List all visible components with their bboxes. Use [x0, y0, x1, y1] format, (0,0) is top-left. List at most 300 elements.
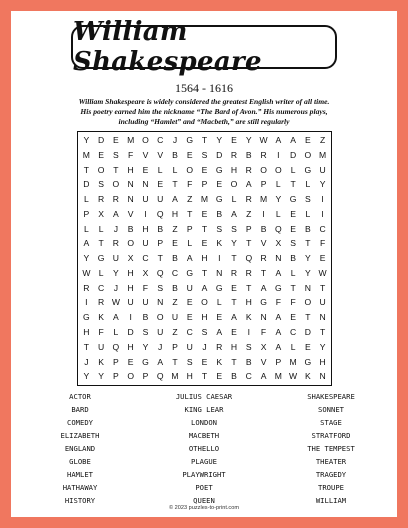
grid-letter[interactable]: N [260, 312, 267, 323]
grid-letter[interactable]: L [83, 223, 89, 234]
grid-letter[interactable]: G [83, 312, 90, 323]
grid-letter[interactable]: A [113, 208, 119, 219]
grid-letter[interactable]: T [290, 179, 296, 190]
grid-letter[interactable]: G [186, 135, 194, 146]
grid-letter[interactable]: H [171, 208, 179, 219]
grid-letter[interactable]: M [274, 371, 282, 382]
grid-letter[interactable]: N [127, 194, 134, 205]
grid-letter[interactable]: U [171, 312, 179, 323]
grid-letter[interactable]: C [157, 135, 164, 146]
grid-letter[interactable]: U [319, 297, 326, 308]
grid-letter[interactable]: E [290, 208, 296, 219]
grid-letter[interactable]: P [275, 356, 282, 367]
grid-letter[interactable]: K [216, 238, 223, 249]
grid-letter[interactable]: P [201, 179, 208, 190]
grid-letter[interactable]: V [142, 149, 149, 160]
grid-letter[interactable]: A [231, 312, 237, 323]
grid-letter[interactable]: D [83, 179, 90, 190]
grid-letter[interactable]: W [111, 297, 120, 308]
grid-letter[interactable]: T [201, 267, 208, 278]
grid-letter[interactable]: N [304, 282, 311, 293]
grid-letter[interactable]: R [245, 164, 252, 175]
grid-letter[interactable]: S [304, 194, 311, 205]
grid-letter[interactable]: K [245, 312, 252, 323]
grid-letter[interactable]: T [157, 253, 163, 264]
grid-letter[interactable]: M [200, 194, 209, 205]
grid-letter[interactable]: L [113, 327, 119, 338]
grid-letter[interactable]: R [245, 194, 252, 205]
grid-letter[interactable]: E [304, 135, 311, 146]
grid-letter[interactable]: U [142, 238, 149, 249]
grid-letter[interactable]: O [127, 238, 134, 249]
grid-letter[interactable]: J [158, 341, 163, 352]
grid-letter[interactable]: O [186, 164, 194, 175]
grid-letter[interactable]: E [127, 356, 134, 367]
grid-letter[interactable]: X [127, 253, 134, 264]
grid-letter[interactable]: C [289, 327, 297, 338]
grid-letter[interactable]: Y [216, 135, 223, 146]
grid-letter[interactable]: J [113, 282, 119, 293]
grid-letter[interactable]: F [275, 297, 281, 308]
grid-letter[interactable]: R [112, 194, 119, 205]
grid-letter[interactable]: H [201, 312, 208, 323]
grid-letter[interactable]: W [82, 267, 91, 278]
word-list-item: HAMLET [67, 470, 93, 479]
grid-letter[interactable]: J [113, 223, 119, 234]
grid-letter[interactable]: E [216, 179, 223, 190]
grid-letter[interactable]: T [290, 282, 296, 293]
grid-letter[interactable]: A [157, 356, 164, 367]
grid-letter[interactable]: S [201, 149, 208, 160]
grid-letter[interactable]: Q [156, 208, 164, 219]
grid-letter[interactable]: U [157, 327, 164, 338]
grid-letter[interactable]: E [201, 238, 208, 249]
grid-letter[interactable]: F [319, 238, 326, 249]
grid-letter[interactable]: T [83, 164, 89, 175]
grid-letter[interactable]: E [290, 223, 296, 234]
word-list-item: ACTOR [69, 392, 91, 401]
grid-letter[interactable]: U [98, 341, 105, 352]
grid-letter[interactable]: E [142, 164, 149, 175]
grid-letter[interactable]: X [275, 238, 282, 249]
grid-letter[interactable]: R [230, 149, 238, 160]
word-list-column-3 [283, 390, 379, 507]
grid-letter[interactable]: H [127, 267, 134, 278]
grid-letter[interactable]: A [245, 179, 252, 190]
grid-letter[interactable]: N [157, 297, 164, 308]
grid-letter[interactable]: I [144, 208, 147, 219]
grid-letter[interactable]: G [215, 282, 223, 293]
grid-letter[interactable]: G [215, 194, 223, 205]
grid-letter[interactable]: U [186, 282, 193, 293]
grid-letter[interactable]: O [142, 135, 149, 146]
grid-letter[interactable]: R [230, 267, 238, 278]
grid-letter[interactable]: B [290, 253, 296, 264]
grid-letter[interactable]: W [318, 267, 327, 278]
grid-letter[interactable]: S [186, 356, 193, 367]
grid-letter[interactable]: A [290, 135, 296, 146]
grid-letter[interactable]: T [305, 238, 311, 249]
grid-letter[interactable]: H [186, 371, 193, 382]
grid-letter[interactable]: R [98, 194, 105, 205]
grid-letter[interactable]: D [216, 149, 223, 160]
word-list-item: POET [195, 483, 213, 492]
grid-letter[interactable]: V [260, 356, 267, 367]
grid-letter[interactable]: G [304, 164, 312, 175]
grid-letter[interactable]: Z [172, 223, 178, 234]
grid-letter[interactable]: I [247, 327, 250, 338]
grid-letter[interactable]: F [290, 297, 296, 308]
grid-letter[interactable]: I [85, 297, 88, 308]
grid-letter[interactable]: O [230, 179, 238, 190]
grid-letter[interactable]: H [127, 164, 134, 175]
grid-letter[interactable]: E [186, 312, 193, 323]
grid-letter[interactable]: T [113, 164, 119, 175]
grid-letter[interactable]: U [142, 194, 149, 205]
grid-letter[interactable]: P [186, 223, 193, 234]
grid-letter[interactable]: O [304, 149, 312, 160]
grid-letter[interactable]: C [245, 371, 252, 382]
grid-letter[interactable]: B [260, 223, 267, 234]
grid-letter[interactable]: M [171, 371, 179, 382]
grid-letter[interactable]: V [260, 238, 267, 249]
grid-letter[interactable]: Q [156, 267, 164, 278]
grid-letter[interactable]: L [275, 208, 281, 219]
grid-letter[interactable]: D [127, 327, 134, 338]
grid-letter[interactable]: T [231, 253, 237, 264]
grid-letter[interactable]: E [186, 297, 193, 308]
grid-letter[interactable]: A [260, 371, 267, 382]
grid-letter[interactable]: J [202, 341, 207, 352]
grid-letter[interactable]: Q [156, 371, 164, 382]
grid-letter[interactable]: Q [112, 341, 120, 352]
grid-letter[interactable]: Q [245, 253, 253, 264]
grid-letter[interactable]: R [260, 149, 267, 160]
grid-letter[interactable]: R [260, 253, 267, 264]
grid-letter[interactable]: O [156, 312, 164, 323]
grid-letter[interactable]: H [319, 356, 326, 367]
grid-letter[interactable]: N [216, 267, 223, 278]
grid-letter[interactable]: E [319, 253, 326, 264]
grid-letter[interactable]: A [83, 238, 90, 249]
grid-letter[interactable]: G [260, 297, 267, 308]
grid-letter[interactable]: K [98, 356, 104, 367]
grid-letter[interactable]: L [187, 238, 193, 249]
grid-letter[interactable]: L [83, 194, 89, 205]
grid-letter[interactable]: S [113, 149, 119, 160]
grid-letter[interactable]: Y [304, 267, 311, 278]
grid-letter[interactable]: P [260, 179, 267, 190]
grid-letter[interactable]: E [201, 164, 208, 175]
grid-letter[interactable]: F [142, 282, 149, 293]
grid-letter[interactable]: O [97, 164, 105, 175]
grid-letter[interactable]: T [187, 208, 193, 219]
grid-letter[interactable]: A [275, 341, 282, 352]
grid-letter[interactable]: T [246, 238, 252, 249]
grid-letter[interactable]: S [231, 223, 237, 234]
grid-letter[interactable]: L [305, 208, 311, 219]
grid-letter[interactable]: E [98, 149, 104, 160]
grid-letter[interactable]: P [113, 356, 119, 367]
grid-letter[interactable]: S [98, 179, 104, 190]
grid-letter[interactable]: A [275, 267, 282, 278]
grid-letter[interactable]: G [97, 253, 105, 264]
grid-letter[interactable]: P [83, 208, 90, 219]
grid-letter[interactable]: E [231, 135, 237, 146]
grid-letter[interactable]: T [319, 327, 326, 338]
grid-letter[interactable]: S [290, 238, 296, 249]
word-list-item: STAGE [320, 418, 342, 427]
grid-letter[interactable]: W [259, 135, 268, 146]
grid-letter[interactable]: U [186, 341, 193, 352]
grid-letter[interactable]: V [157, 149, 164, 160]
grid-letter[interactable]: M [319, 149, 327, 160]
grid-letter[interactable]: L [98, 223, 104, 234]
grid-letter[interactable]: A [275, 312, 282, 323]
grid-letter[interactable]: L [305, 179, 311, 190]
grid-letter[interactable]: H [201, 253, 208, 264]
grid-letter[interactable]: O [304, 297, 312, 308]
grid-letter[interactable]: A [172, 194, 178, 205]
grid-letter[interactable]: N [142, 179, 149, 190]
grid-letter[interactable]: T [172, 179, 178, 190]
grid-letter[interactable]: B [172, 149, 178, 160]
grid-letter[interactable]: G [289, 194, 297, 205]
grid-letter[interactable]: I [321, 194, 324, 205]
grid-letter[interactable]: Y [319, 179, 326, 190]
grid-letter[interactable]: I [262, 208, 265, 219]
grid-letter[interactable]: F [98, 327, 104, 338]
grid-letter[interactable]: T [305, 312, 311, 323]
grid-letter[interactable]: R [98, 297, 105, 308]
grid-letter[interactable]: I [129, 312, 132, 323]
grid-letter[interactable]: B [157, 223, 164, 234]
grid-letter[interactable]: O [260, 164, 267, 175]
grid-letter[interactable]: T [98, 238, 104, 249]
grid-letter[interactable]: W [289, 371, 298, 382]
grid-letter[interactable]: Z [319, 135, 326, 146]
word-list-item: THEATER [315, 457, 347, 466]
grid-letter[interactable]: E [157, 179, 164, 190]
grid-letter[interactable]: T [246, 282, 252, 293]
grid-letter[interactable]: P [113, 371, 119, 382]
grid-letter[interactable]: X [260, 341, 267, 352]
grid-letter[interactable]: C [186, 327, 193, 338]
grid-letter[interactable]: E [231, 327, 237, 338]
grid-letter[interactable]: A [201, 282, 208, 293]
grid-letter[interactable]: S [201, 327, 208, 338]
grid-letter[interactable]: Y [304, 253, 311, 264]
grid-letter[interactable]: N [319, 312, 326, 323]
grid-letter[interactable]: S [216, 223, 223, 234]
grid-letter[interactable]: N [127, 179, 134, 190]
grid-letter[interactable]: X [142, 267, 149, 278]
grid-letter[interactable]: Y [142, 341, 149, 352]
grid-letter[interactable]: D [98, 135, 105, 146]
grid-letter[interactable]: T [319, 282, 326, 293]
grid-letter[interactable]: R [112, 238, 119, 249]
grid-letter[interactable]: L [172, 164, 178, 175]
grid-letter[interactable]: U [112, 253, 119, 264]
grid-letter[interactable]: Y [83, 371, 90, 382]
grid-letter[interactable]: T [201, 371, 208, 382]
grid-letter[interactable]: Z [187, 194, 193, 205]
grid-letter[interactable]: L [98, 267, 104, 278]
grid-letter[interactable]: M [259, 194, 268, 205]
grid-letter[interactable]: X [98, 208, 104, 219]
grid-letter[interactable]: V [127, 208, 134, 219]
word-list-item: TROUPE [318, 483, 344, 492]
grid-letter[interactable]: T [172, 356, 178, 367]
grid-letter[interactable]: Y [83, 253, 90, 264]
grid-letter[interactable]: A [113, 312, 119, 323]
grid-letter[interactable]: E [216, 371, 223, 382]
grid-letter[interactable]: P [142, 371, 149, 382]
grid-letter[interactable]: G [274, 282, 282, 293]
grid-letter[interactable]: A [231, 208, 237, 219]
grid-letter[interactable]: H [127, 282, 134, 293]
grid-letter[interactable]: E [216, 312, 223, 323]
grid-letter[interactable]: Y [98, 371, 104, 382]
grid-letter[interactable]: B [172, 253, 178, 264]
grid-letter[interactable]: U [319, 164, 326, 175]
grid-letter[interactable]: S [245, 341, 252, 352]
grid-letter[interactable]: B [127, 223, 134, 234]
grid-letter[interactable]: G [142, 356, 149, 367]
grid-letter[interactable]: T [201, 135, 208, 146]
grid-letter[interactable]: Z [172, 327, 178, 338]
grid-letter[interactable]: I [218, 253, 221, 264]
grid-letter[interactable]: E [304, 341, 311, 352]
grid-letter[interactable]: T [231, 297, 237, 308]
grid-letter[interactable]: G [215, 164, 223, 175]
grid-letter[interactable]: B [245, 149, 252, 160]
grid-letter[interactable]: E [201, 208, 208, 219]
grid-letter[interactable]: G [304, 356, 312, 367]
grid-letter[interactable]: L [216, 297, 222, 308]
grid-letter[interactable]: L [290, 267, 296, 278]
grid-letter[interactable]: A [186, 253, 193, 264]
grid-letter[interactable]: E [172, 238, 178, 249]
grid-letter[interactable]: P [172, 341, 178, 352]
grid-letter[interactable]: F [260, 327, 267, 338]
grid-letter[interactable]: A [260, 282, 267, 293]
grid-letter[interactable]: C [142, 253, 149, 264]
grid-letter[interactable]: L [275, 179, 281, 190]
grid-letter[interactable]: K [216, 356, 223, 367]
grid-letter[interactable]: H [142, 223, 149, 234]
grid-letter[interactable]: R [83, 282, 90, 293]
grid-letter[interactable]: D [304, 327, 311, 338]
grid-letter[interactable]: M [289, 356, 297, 367]
grid-letter[interactable]: H [127, 341, 134, 352]
grid-letter[interactable]: K [98, 312, 104, 323]
grid-letter[interactable]: L [157, 164, 163, 175]
grid-letter[interactable]: P [245, 223, 252, 234]
grid-letter[interactable]: U [127, 297, 134, 308]
grid-letter[interactable]: M [127, 135, 135, 146]
life-dates: 1564 - 1616 [175, 81, 233, 95]
grid-letter[interactable]: R [216, 341, 223, 352]
grid-letter[interactable]: H [245, 297, 252, 308]
grid-letter[interactable]: N [319, 371, 326, 382]
grid-letter[interactable]: A [275, 327, 282, 338]
grid-letter[interactable]: Y [275, 194, 282, 205]
grid-letter[interactable]: L [231, 194, 237, 205]
grid-letter[interactable]: M [82, 149, 90, 160]
grid-letter[interactable]: J [84, 356, 89, 367]
grid-letter[interactable]: O [127, 371, 134, 382]
grid-letter[interactable]: S [142, 327, 149, 338]
grid-letter[interactable]: Y [113, 267, 119, 278]
grid-letter[interactable]: T [201, 223, 208, 234]
grid-letter[interactable]: Z [246, 208, 252, 219]
grid-letter[interactable]: P [157, 238, 164, 249]
grid-letter[interactable]: B [245, 356, 252, 367]
grid-letter[interactable]: T [231, 356, 237, 367]
grid-letter[interactable]: R [245, 267, 252, 278]
grid-letter[interactable]: B [231, 371, 237, 382]
grid-letter[interactable]: H [230, 164, 238, 175]
grid-letter[interactable]: J [172, 135, 178, 146]
grid-letter[interactable]: E [290, 312, 296, 323]
grid-letter[interactable]: I [321, 208, 324, 219]
grid-letter[interactable]: O [201, 297, 208, 308]
grid-letter[interactable]: C [171, 267, 179, 278]
grid-letter[interactable]: L [290, 164, 296, 175]
grid-letter[interactable]: Z [172, 297, 178, 308]
word-list-item: SHAKESPEARE [307, 392, 355, 401]
grid-letter[interactable]: B [304, 223, 311, 234]
grid-letter[interactable]: N [275, 253, 282, 264]
grid-letter[interactable]: O [112, 179, 120, 190]
grid-letter[interactable]: T [83, 341, 89, 352]
grid-letter[interactable]: Y [231, 238, 237, 249]
grid-letter[interactable]: U [142, 297, 149, 308]
grid-letter[interactable]: A [216, 327, 223, 338]
grid-letter[interactable]: B [172, 282, 178, 293]
grid-letter[interactable]: F [128, 149, 134, 160]
grid-letter[interactable]: O [274, 164, 282, 175]
word-list-item: TRAGEDY [315, 470, 347, 479]
grid-letter[interactable]: C [319, 223, 326, 234]
grid-letter[interactable]: B [216, 208, 223, 219]
grid-letter[interactable]: G [186, 267, 194, 278]
grid-letter[interactable]: Y [83, 135, 90, 146]
grid-letter[interactable]: E [113, 135, 119, 146]
grid-letter[interactable]: Y [245, 135, 252, 146]
grid-letter[interactable]: T [260, 267, 267, 278]
grid-letter[interactable]: C [98, 282, 105, 293]
grid-letter[interactable]: Q [274, 223, 282, 234]
grid-letter[interactable]: I [277, 149, 280, 160]
grid-letter[interactable]: E [186, 149, 193, 160]
grid-letter[interactable]: Y [319, 341, 326, 352]
grid-letter[interactable]: S [157, 282, 164, 293]
grid-letter[interactable]: F [187, 179, 193, 190]
grid-letter[interactable]: K [304, 371, 311, 382]
grid-letter[interactable]: L [290, 341, 296, 352]
grid-letter[interactable]: U [157, 194, 164, 205]
grid-letter[interactable]: D [289, 149, 297, 160]
grid-letter[interactable]: E [231, 282, 237, 293]
grid-letter[interactable]: H [230, 341, 238, 352]
grid-letter[interactable]: H [83, 327, 90, 338]
grid-letter[interactable]: A [275, 135, 282, 146]
grid-letter[interactable]: B [142, 312, 149, 323]
word-list-item: JULIUS CAESAR [175, 392, 233, 401]
grid-letter[interactable]: E [201, 356, 208, 367]
